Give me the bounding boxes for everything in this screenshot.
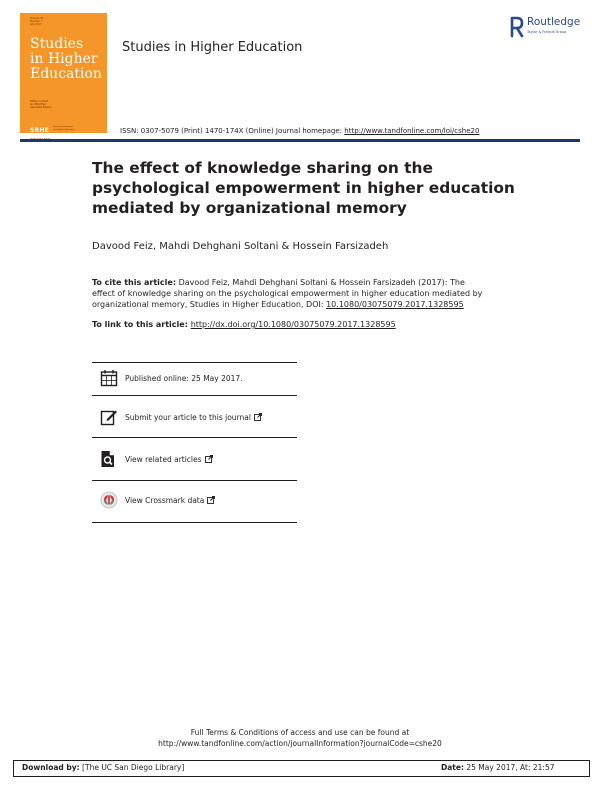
download-date-label: Date: xyxy=(441,763,464,772)
issn-line xyxy=(120,127,479,135)
cover-title xyxy=(30,37,106,82)
download-by xyxy=(22,763,184,772)
routledge-r-icon xyxy=(510,16,524,38)
article-doi-link[interactable]: http://dx.doi.org/10.1080/03075079.2017.1328595 xyxy=(190,320,396,329)
journal-title: Studies in Higher Education xyxy=(122,40,303,55)
publisher-name: Routledge xyxy=(527,16,581,28)
terms-text: Full Terms & Conditions of access and use can be found at xyxy=(190,728,410,737)
header-divider xyxy=(20,139,580,142)
external-link-icon xyxy=(205,455,213,463)
cover-editor-line: Jan McArthur xyxy=(30,103,47,106)
published-online-label: Published online: 25 May 2017. xyxy=(125,373,243,383)
download-date-value: 25 May 2017, At: 21:57 xyxy=(463,763,555,772)
publisher-logo xyxy=(510,16,590,40)
cover-volume: Volume 42 xyxy=(30,17,44,20)
download-by-value: [The UC San Diego Library] xyxy=(79,763,185,772)
cover-srhe-name xyxy=(53,126,75,131)
article-title xyxy=(92,158,562,218)
published-online-row xyxy=(100,367,243,389)
link-label: To link to this article: xyxy=(92,320,191,329)
cover-title-line: Education xyxy=(30,66,102,82)
crossmark-row[interactable] xyxy=(100,489,215,511)
citation-line xyxy=(92,299,562,310)
external-link-icon xyxy=(254,413,262,421)
submit-article-row[interactable] xyxy=(100,406,262,428)
article-authors: Davood Feiz, Mahdi Dehghani Soltani & Hossein Farsizadeh xyxy=(92,241,389,252)
cover-srhe-logo: SRHE xyxy=(30,127,49,134)
terms-link[interactable]: http://www.tandfonline.com/action/journalInformation?journalCode=cshe20 xyxy=(158,739,442,748)
journal-homepage-link[interactable]: http://www.tandfonline.com/loi/cshe20 xyxy=(344,127,480,135)
related-articles-row[interactable] xyxy=(100,448,213,470)
cover-srhe-line: into Higher Education xyxy=(53,128,75,131)
download-by-label: Download by: xyxy=(22,763,80,772)
article-title-line: mediated by organizational memory xyxy=(92,199,407,217)
citation-text: Davood Feiz, Mahdi Dehghani Soltani & Hossein Farsizadeh (2017): The xyxy=(176,278,465,287)
citation-text: effect of knowledge sharing on the psychological empowerment in higher education mediated by xyxy=(92,289,483,298)
terms-footer xyxy=(0,727,600,749)
divider xyxy=(92,522,297,523)
cover-title-line: in Higher xyxy=(30,51,98,67)
cover-number: Number 7 xyxy=(30,20,43,23)
cover-title-line: Studies xyxy=(30,36,84,52)
cover-issue-info xyxy=(30,17,60,26)
publisher-tagline: Taylor & Francis Group xyxy=(527,30,567,34)
calendar-icon xyxy=(100,369,118,387)
download-date xyxy=(441,763,555,772)
article-title-line: psychological empowerment in higher education xyxy=(92,179,515,197)
citation-doi-link[interactable]: 10.1080/03075079.2017.1328595 xyxy=(326,300,464,309)
cover-date: July 2017 xyxy=(30,23,42,26)
crossmark-link[interactable]: View Crossmark data xyxy=(125,495,205,505)
citation-block xyxy=(92,277,562,310)
article-title-line: The effect of knowledge sharing on the xyxy=(92,159,433,177)
cover-srhe-line: Society for Research xyxy=(53,126,74,128)
citation-label: To cite this article: xyxy=(92,278,177,287)
cover-editors xyxy=(30,100,51,109)
document-search-icon xyxy=(100,450,118,468)
issn-text: ISSN: 0307-5079 (Print) 1470-174X (Online) Journal homepage: xyxy=(120,127,345,135)
journal-cover-image xyxy=(20,13,107,133)
submit-article-link[interactable]: Submit your article to this journal xyxy=(125,412,251,422)
divider xyxy=(92,437,297,438)
crossmark-icon xyxy=(100,491,118,509)
divider xyxy=(92,362,297,363)
external-link-icon xyxy=(207,496,215,504)
cover-editor-line: Associate Editors xyxy=(30,106,52,109)
cover-editor-line: Editor-in-Chief xyxy=(30,100,48,103)
divider xyxy=(92,395,297,396)
related-articles-link[interactable]: View related articles xyxy=(125,454,202,464)
divider xyxy=(92,480,297,481)
download-info-bar xyxy=(13,760,590,777)
citation-line xyxy=(92,277,562,288)
citation-text: organizational memory, Studies in Higher Education, DOI: xyxy=(92,300,327,309)
link-to-article xyxy=(92,320,396,329)
edit-icon xyxy=(100,408,118,426)
